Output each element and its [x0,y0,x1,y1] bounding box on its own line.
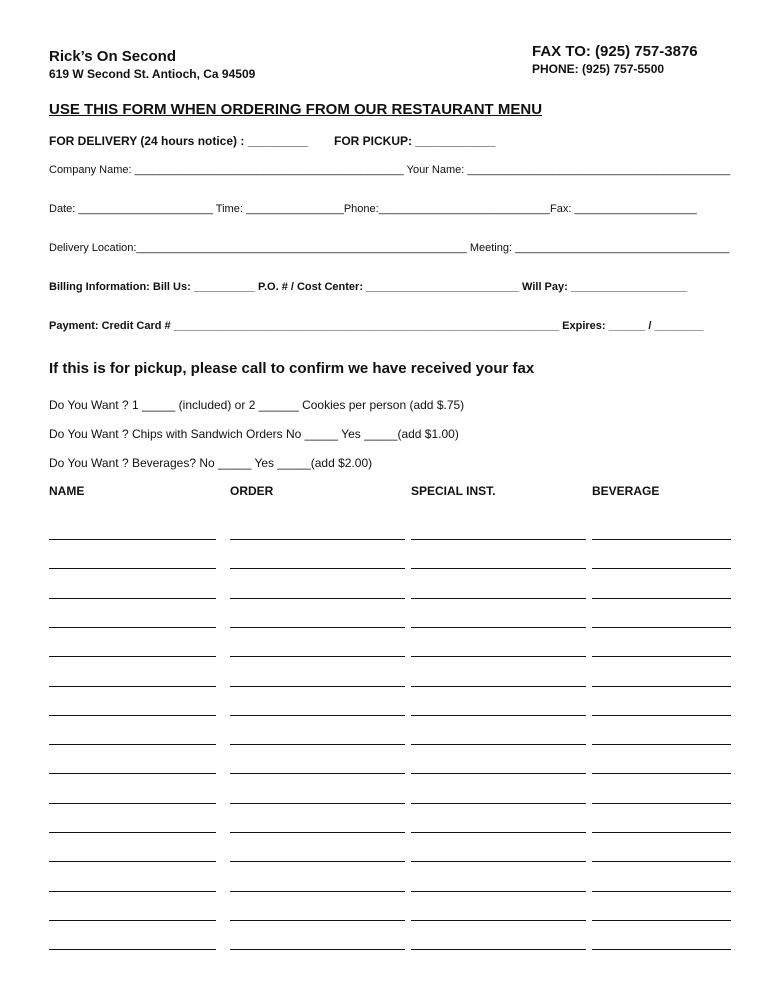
name-blank[interactable] [49,744,216,745]
name-blank[interactable] [49,949,216,950]
name-blank[interactable] [49,920,216,921]
header-name: NAME [49,484,85,498]
header-special-inst: SPECIAL INST. [411,484,496,498]
name-blank[interactable] [49,539,216,540]
order-blank[interactable] [230,803,405,804]
order-blank[interactable] [230,891,405,892]
form-title: USE THIS FORM WHEN ORDERING FROM OUR RESTAURANT MENU [49,101,543,118]
company-name-field[interactable]: Company Name: ____________________________________________ Your Name: ___________________________________________ [49,164,731,176]
beverages-question[interactable]: Do You Want ? Beverages? No _____ Yes _____(add $2.00) [49,456,373,470]
special-inst-blank[interactable] [411,627,586,628]
beverage-blank[interactable] [592,598,731,599]
order-blank[interactable] [230,920,405,921]
beverage-blank[interactable] [592,686,731,687]
order-blank[interactable] [230,686,405,687]
beverage-blank[interactable] [592,949,731,950]
special-inst-blank[interactable] [411,715,586,716]
name-blank[interactable] [49,803,216,804]
chips-question[interactable]: Do You Want ? Chips with Sandwich Orders No _____ Yes _____(add $1.00) [49,427,459,441]
special-inst-blank[interactable] [411,568,586,569]
special-inst-blank[interactable] [411,773,586,774]
business-name: Rick’s On Second [49,48,176,65]
beverage-blank[interactable] [592,627,731,628]
beverage-blank[interactable] [592,539,731,540]
special-inst-blank[interactable] [411,891,586,892]
order-blank[interactable] [230,568,405,569]
name-blank[interactable] [49,598,216,599]
beverage-blank[interactable] [592,891,731,892]
beverage-blank[interactable] [592,568,731,569]
name-blank[interactable] [49,861,216,862]
order-blank[interactable] [230,861,405,862]
special-inst-blank[interactable] [411,598,586,599]
name-blank[interactable] [49,715,216,716]
special-inst-blank[interactable] [411,920,586,921]
order-blank[interactable] [230,744,405,745]
beverage-blank[interactable] [592,803,731,804]
pickup-notice: If this is for pickup, please call to confirm we have received your fax [49,360,535,377]
order-blank[interactable] [230,773,405,774]
name-blank[interactable] [49,627,216,628]
order-blank[interactable] [230,656,405,657]
special-inst-blank[interactable] [411,832,586,833]
beverage-blank[interactable] [592,656,731,657]
order-blank[interactable] [230,627,405,628]
beverage-blank[interactable] [592,773,731,774]
cookies-question[interactable]: Do You Want ? 1 _____ (included) or 2 ______ Cookies per person (add $.75) [49,398,465,412]
date-time-phone-fax-field[interactable]: Date: ______________________ Time: ________________Phone:____________________________Fax: ____________________ [49,203,697,215]
beverage-blank[interactable] [592,861,731,862]
delivery-field[interactable]: FOR DELIVERY (24 hours notice) : _________ [49,134,308,148]
beverage-blank[interactable] [592,832,731,833]
order-blank[interactable] [230,539,405,540]
billing-information-field[interactable]: Billing Information: Bill Us: __________ P.O. # / Cost Center: _________________________ Will Pay: ___________________ [49,281,688,293]
name-blank[interactable] [49,656,216,657]
order-blank[interactable] [230,715,405,716]
name-blank[interactable] [49,832,216,833]
special-inst-blank[interactable] [411,861,586,862]
header-beverage: BEVERAGE [592,484,660,498]
header-order: ORDER [230,484,274,498]
special-inst-blank[interactable] [411,656,586,657]
pickup-field[interactable]: FOR PICKUP: ____________ [334,134,496,148]
order-blank[interactable] [230,949,405,950]
special-inst-blank[interactable] [411,744,586,745]
special-inst-blank[interactable] [411,686,586,687]
special-inst-blank[interactable] [411,803,586,804]
order-blank[interactable] [230,832,405,833]
business-address: 619 W Second St. Antioch, Ca 94509 [49,67,256,81]
beverage-blank[interactable] [592,744,731,745]
order-blank[interactable] [230,598,405,599]
name-blank[interactable] [49,891,216,892]
fax-number: FAX TO: (925) 757-3876 [532,43,698,60]
payment-field[interactable]: Payment: Credit Card # _______________________________________________________________ Expires: ______ / ________ [49,320,704,332]
beverage-blank[interactable] [592,715,731,716]
name-blank[interactable] [49,773,216,774]
name-blank[interactable] [49,686,216,687]
beverage-blank[interactable] [592,920,731,921]
delivery-location-field[interactable]: Delivery Location:______________________________________________________ Meeting: ___________________________________ [49,242,730,254]
name-blank[interactable] [49,568,216,569]
special-inst-blank[interactable] [411,539,586,540]
phone-number: PHONE: (925) 757-5500 [532,62,665,76]
special-inst-blank[interactable] [411,949,586,950]
